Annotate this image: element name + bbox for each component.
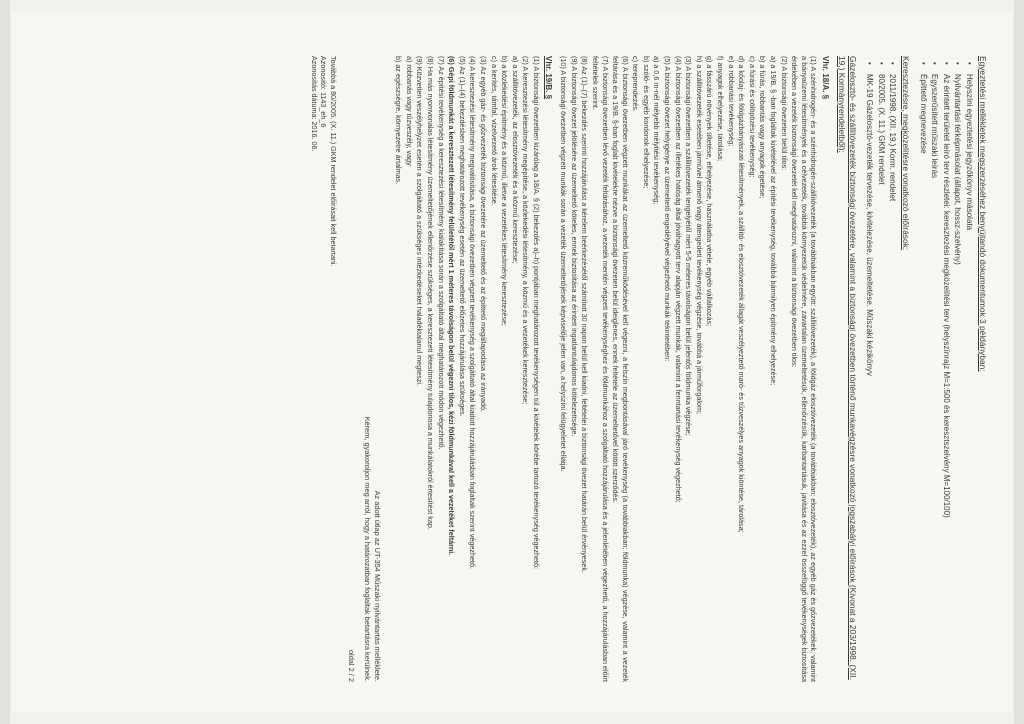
section-paragraph: (2) A biztonsági övezeten belül tilos: [779,56,789,171]
signature-line: Az adott útlap az UT-354 Műszaki nyilvántartás melléklete. [372,490,382,682]
rules-list-item: • 2011/1998. (XII. 19.) Korm. rendelet [887,74,899,682]
section-paragraph: (10) A biztonsági övezetben végzett munkák során a vezeték üzemeltetőjének képviselője jelen van, a helyszíni felügyeletet ellátja. [559,56,569,472]
section-paragraph: (8) Az (1)–(7) bekezdés szerinti hozzájárulást a kérelem beérkezésétől számított 30 napon belül kell kiadni, feltételei a biztonsági övezet határán belül érvényesek. [580,56,590,573]
documents-heading: Egyeztetési mellékletek megszerzéséhez benyújtandó dokumentumok 3 példányban: [978,56,988,372]
footer-line: Azonosító: 1143_eh_6 [319,56,329,128]
section-paragraph: (9) Közvetlen veszélyhelyzet esetén a szolgáltató a szükséges intézkedéseket haladéktalanul megteszi. [415,56,425,387]
documents-list [918,56,976,682]
section-paragraph: (7) Az építési tevékenység a keresztezési létesítmény kialakítása során a szolgáltató által meghatározott módon végezhető. [436,56,446,450]
section-paragraph: a) a 0,6 m-nél mélyebb mélyítési tevékenység; [652,56,662,205]
section-paragraph: (4) A keresztezési létesítmény megvalósítása, a biztonsági övezetben végzett tevékenység a szolgáltató által kiadott hozzájárulásban foglaltak szerint végezhető. [468,56,478,569]
section-title-18a: Vhr. 18/A. § [821,56,830,100]
section-paragraph: (9) A biztonsági övezet jelölésére az üzemeltető köteles, ennek biztosítása az érintett ingatlantulajdonos kötelezettsége. [569,56,579,437]
section-paragraph: a) a 19/B. § -ban foglaltak kivételével az építési tevékenység, továbbá bármilyen építmény elhelyezése; [769,56,779,386]
section-paragraph: g) a fásszárú növények ültetése, elhelyezése, használatba vétele, egyéb vállalkozás; [705,56,715,327]
section-paragraph: (6) A biztonsági övezetben végzett munkákat az üzemeltető közreműködésével kell végezni, a felszín megbontásával járó tevékenység (a továbbiakban: földmunka) végzése, valamint a vezeték feltárása és a 19/B. §-ban foglalt kivételekre nézve a biztonsági övezeten belül ideiglenes, ennek feltétele az üzemeltetővel kötött szerződés. [611,56,630,682]
documents-list-item: • Helyszíni egyeztetési jegyzőkönyv másolata [964,74,976,682]
footer-line: Azonosítás dátuma: 2016. 06. [309,56,319,152]
section-19b-body [394,56,541,682]
section-paragraph: a) a szállítóvezeték, az elosztóvezeték és a közmű keresztezése; [510,56,520,264]
section-paragraph: h) a szállítóvezeték esetében járművel átmenő vagy átengedett tevékenység végzése, továbbá a járműforgalom; [694,56,704,414]
scan-edge-left [0,0,10,724]
section-paragraph: (2) A keresztezési létesítmény megépítése, a közlekedési létesítmény, a közmű és a vezetékek keresztezése; [521,56,531,405]
section-paragraph: d) a kőolaj- és földgázbányászati létesítmények, a szállító- és elosztóvezeték állagát veszélyeztető maró- és tűzveszélyes anyagok kiöntése, tárolása; [737,56,747,533]
section-18a-body [559,56,819,682]
section-paragraph: (1) A szénhidrogén- és a szénhidrogén-szállítóvezeték (a továbbiakban együtt: szállítóvezeték), a földgáz elosztóvezeték (a továbbiakban: elosztóvezeték), az egyéb gáz és gőzvezetékek, valamint a bányaüzemi létesítmények és a célvezeték, továbbá környezetük védelmére, zavartalan üzemeltetésük, ellenőrzésük, karbantartásuk, javítása és az ezzel összefüggő tevékenységek biztosítása érdekében a vezeték biztonsági övezetét kell meghatározni, valamint a biztonsági övezetben tilos: [790,56,819,682]
section-paragraph: (5) A biztonsági övezet helyigénye az üzemeltető engedélyével végezhető munkák tekintetében: [663,56,673,362]
section-paragraph: (1) A biztonsági övezetben kizárólag a 18/A. § (2) bekezdés a)–h) pontjában meghatározott tevékenységen túl a kivételek körébe tartozó tevékenység végezhető: [531,56,541,570]
section-paragraph: b) az egészségre, környezetre ártalmas. [394,56,404,185]
safety-zone-heading: Gázelosztó- és szállítóvezeték biztonsági övezetére, valamint a biztonsági övezetben történő munkavégzésre vonatkozó jogszabályi előírások (Kivonat a 203/1998. (XII. 19.) Kormányrendeletből): [837,56,858,680]
scan-edge-right [1014,0,1024,724]
rules-list-item: • MK-19 Gázelosztó-vezeték tervezése, kivitelezése, üzemeltetése. Műszaki kézikönyv [864,74,876,682]
documents-list-item: • Egyszerűsített műszaki leírás [929,74,941,682]
section-paragraph: (3) A biztonsági övezetben a szállítóvezeték tengelyétől mért 5-5 méteres távolságon belül jelentős földmunka végzése; [684,56,694,436]
section-paragraph: b) a közlekedési építmény és a közmű, illetve a vezetékes létesítmény keresztezése; [500,56,510,327]
section-paragraph: (4) A biztonsági övezetben az illetékes hatóság által jóváhagyott terv alapján végzett munkák, valamint a fenntartási tevékenység végezhető; [673,56,683,503]
section-paragraph: f) anyagok elhelyezése, tárolása; [716,56,726,162]
documents-list-item: • Építtető megnevezése [918,74,930,682]
section-paragraph: b) a fúrás, robbantás vagy anyagok égetése; [758,56,768,199]
section-paragraph: a) robbanás vagy tűzveszély, vagy [404,56,414,166]
rules-list [864,56,899,682]
document-footer [309,56,338,682]
rules-heading: Keresztezésre, megközelítésre vonatkozó előírások: [901,56,912,251]
documents-list-item: • Nyilvántartási térképmásolat (állapot, hossz-szelvény) [952,74,964,682]
section-paragraph: (8) Ha más nyomvonalas létesítmény üzemeltetőjének ellenőrzése szükséges, a keresztezett létesítmény tulajdonosa a munkálatokról értesítést kap. [426,56,436,530]
page-number: oldal 2 / 2 [346,649,356,682]
section-paragraph-emphasis: (6) Gépi földmunkát a keresztezett létesítmény felületétől mért 1 méteres távolságon belül végezni tilos, kézi földmunkával kell a vezetéket feltárni. [447,56,457,556]
section-title-19b: Vhr. 19/B. § [543,56,553,100]
footer-line: Továbbá a 80/2005. (X. 11.) GKM rendelet előírásait kell betartani. [329,56,339,267]
section-paragraph: b) szóló- és egyéb kordonok elhelyezése; [641,56,651,189]
section-paragraph: (7) A biztonsági övezetben lévő vezeték feltárásához, a vezeték mentén végzett tevékenységhez és földmunkához a szolgáltató hozzájárulása és a jelenlétében végezhető, a hozzájárulásban előírt feltételek szerint. [590,56,610,682]
section-paragraph: (5) Az (1)–(4) bekezdésben meghatározott tevékenység esetén az üzemeltető előzetes hozzájárulása szükséges. [457,56,467,417]
section-paragraph: c) a fúrási és cölöpözési tevékenység; [747,56,757,178]
section-paragraph: (3) Az egyéb gáz- és gőzvezeték biztonsági övezetére az üzemeltető és az építtető megállapodása az irányadó. [479,56,488,412]
documents-list-item: • Az érintett területet leíró terv részletei: keresztezési megközelítési terv (helyszínrajz M=1:500 és keresztszelvény M=100/100) [941,74,953,682]
signature-block [362,56,382,682]
rotated-document [12,12,1012,712]
signature-line: Kérem, gyakoroljon meg arról, hogy a határozatban foglaltak betartásra kerülnek. [362,416,372,682]
section-paragraph: e) a robbanási tevékenység; [726,56,736,147]
section-paragraph: c) a kerítés, támfal, vízelvezető árok létesítése. [489,56,499,206]
rules-list-item: • 80/2005. (X. 11.) GKM rendelet [876,74,888,682]
section-paragraph: c) tereprendezés. [631,56,641,112]
